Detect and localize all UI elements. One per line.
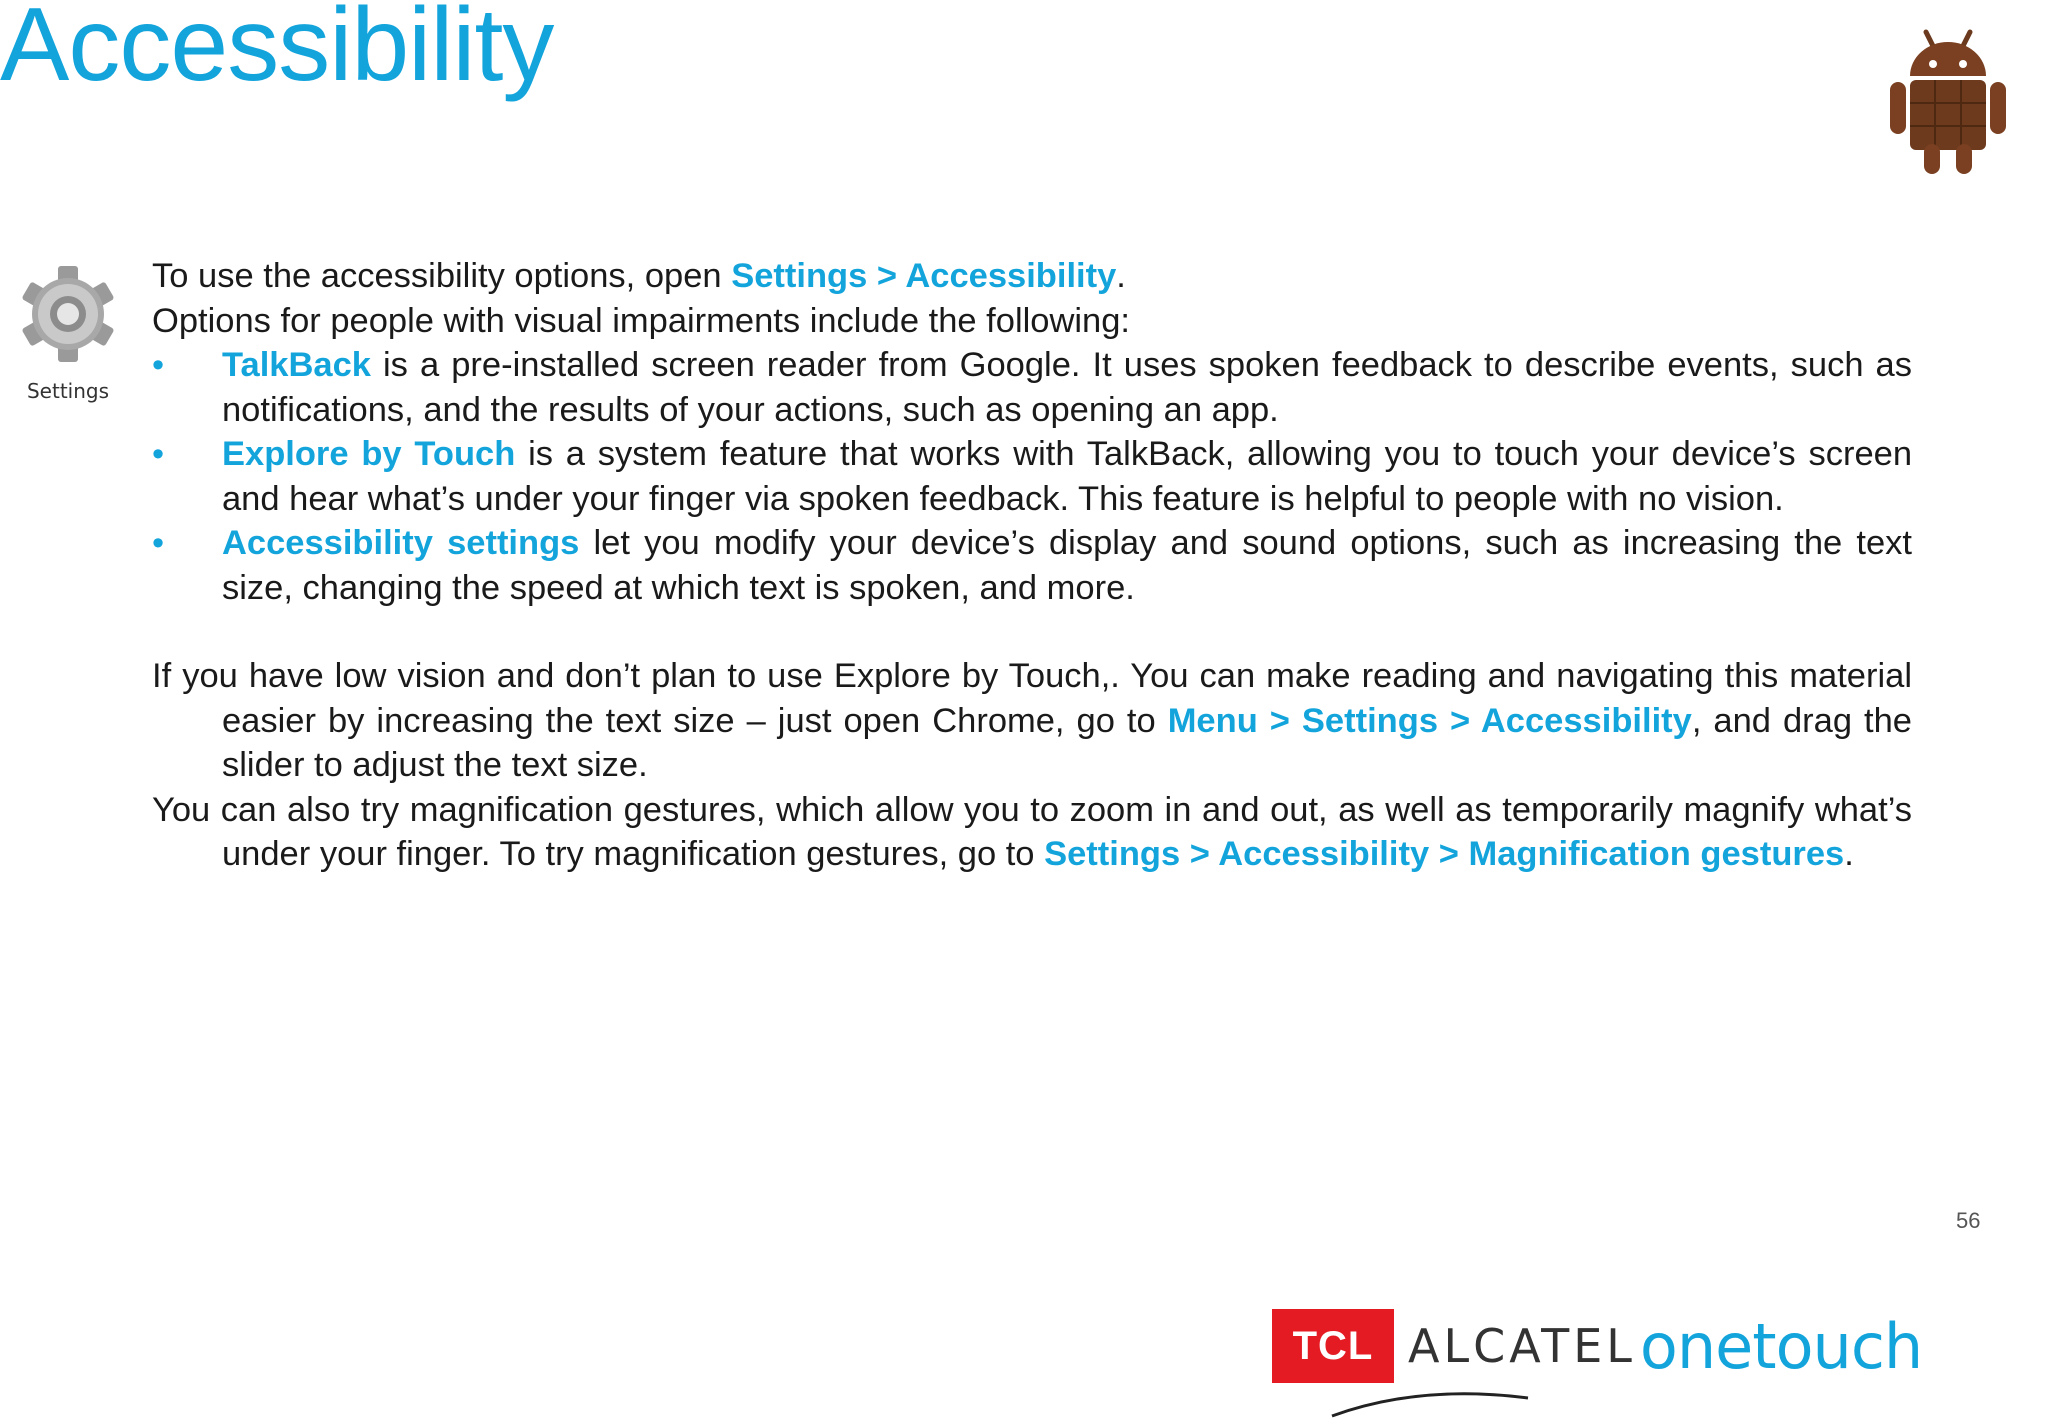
paragraph-text: You can also try magnification gestures, which allow you to zoom in and out, as well as temporarily magnify what’s under your finger. To try magnification gestures, go to [152,790,1912,873]
paragraph-suffix: . [1844,835,1854,873]
paragraph-text: If you have low vision and don’t plan to use Explore by Touch,. You can make reading and navigating this material easier by increasing the text size – just open Chrome, go to [152,657,1912,740]
list-item-text: is a pre-installed screen reader from Google. It uses spoken feedback to describe events, such as notifications, and the results of your actions, such as opening an app. [222,346,1912,429]
settings-app-icon [16,262,120,402]
gear-icon [20,262,116,372]
accessibility-link: Accessibility [905,257,1117,295]
intro-text: To use the accessibility options, open [152,257,732,295]
path-separator: > [867,257,906,295]
list-item-term: Explore by Touch [222,435,516,473]
list-item [152,521,1912,610]
intro-suffix: . [1116,257,1126,295]
low-vision-paragraph [152,654,1912,788]
chrome-settings-path: Menu > Settings > Accessibility [1167,701,1692,740]
magnification-settings-path: Settings > Accessibility > Magnification gestures [1044,835,1845,873]
list-item-term: Accessibility settings [222,524,580,562]
paragraph-suffix: , and drag the slider to adjust the text size. [222,701,1912,784]
alcatel-onetouch-logo [1272,1306,1922,1386]
body-content [152,254,1912,877]
options-list [152,343,1912,610]
android-kitkat-icon [1888,18,2008,178]
settings-link: Settings [731,257,868,295]
list-item [152,343,1912,432]
list-item [152,432,1912,521]
bullet-marker: • [152,435,165,473]
list-item-text: let you modify your device’s display and sound options, such as increasing the text size, changing the speed at which text is spoken, and more. [222,524,1912,607]
onetouch-wordmark: onetouch [1639,1309,1923,1383]
intro-line-2: Options for people with visual impairments include the following: [152,301,1130,340]
list-item-text: is a system feature that works with TalkBack, allowing you to touch your device’s screen and hear what’s under your finger via spoken feedback. This feature is helpful to people with no vision. [222,435,1913,518]
intro-line-1 [152,254,1912,299]
list-item-term: TalkBack [222,346,371,384]
bullet-marker: • [152,524,165,562]
page-number: 56 [1956,1208,1981,1233]
magnification-paragraph [152,788,1912,877]
page-title: Accessibility [0,0,554,103]
logo-swoosh [1330,1384,1530,1418]
settings-icon-label: Settings [26,379,110,403]
tcl-logo: TCL [1272,1309,1394,1383]
bullet-marker: • [152,346,165,384]
alcatel-wordmark: ALCATEL [1408,1319,1636,1373]
